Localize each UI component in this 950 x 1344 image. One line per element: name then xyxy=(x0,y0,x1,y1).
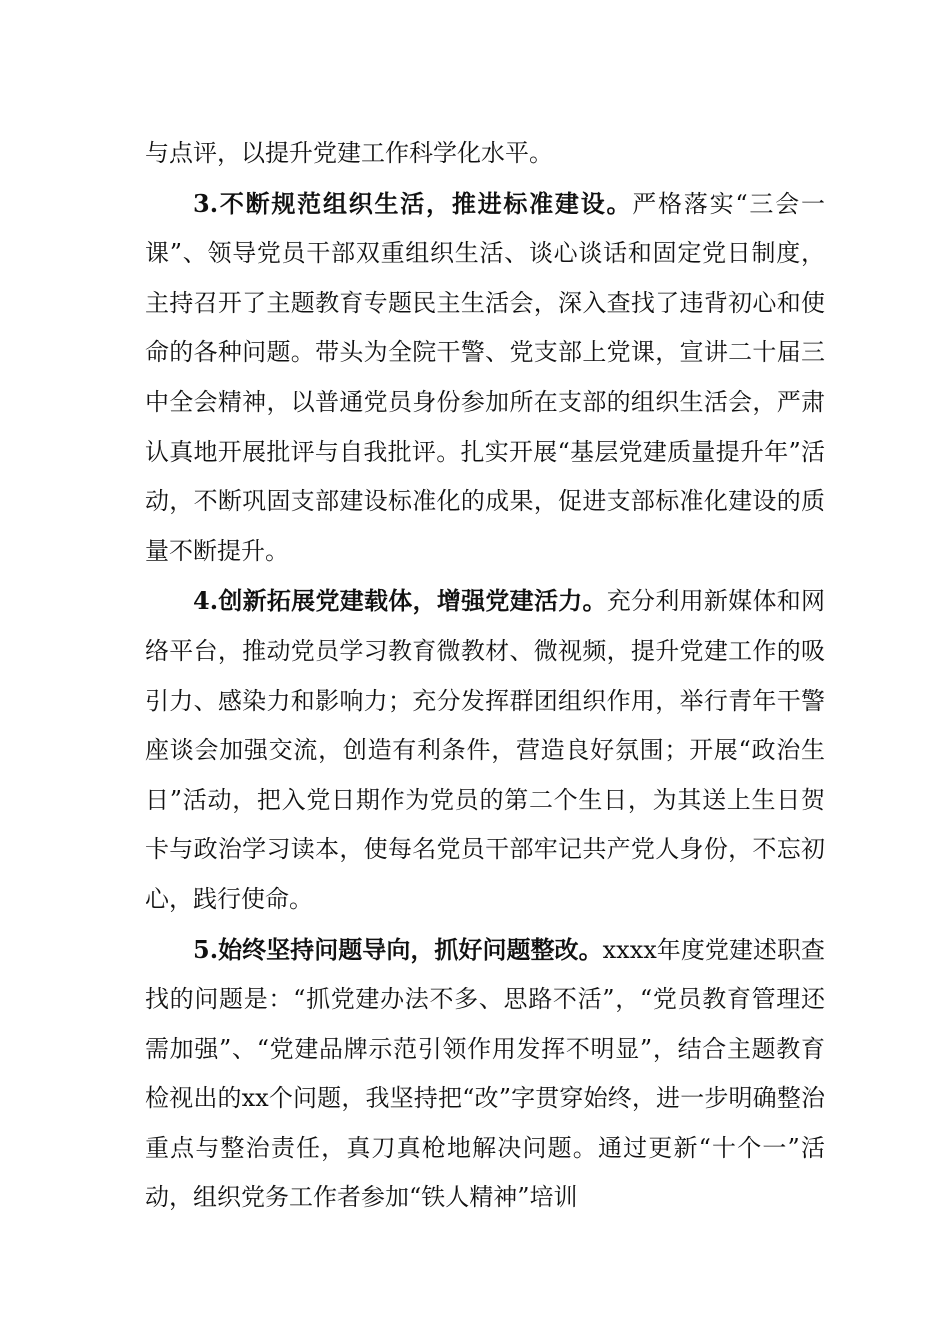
paragraph-heading: 5.始终坚持问题导向，抓好问题整改。 xyxy=(193,934,603,964)
paragraph-continuation xyxy=(145,129,825,179)
paragraph-4 xyxy=(145,576,825,924)
paragraph-heading: 3.不断规范组织生活，推进标准建设。 xyxy=(193,188,633,218)
paragraph-body: xxxx年度党建述职查找的问题是：“抓党建办法不多、思路不活”，“党员教育管理还需加强”、“党建品牌示范引领作用发挥不明显”，结合主题教育检视出的xx个问题，我坚持把“改”字贯穿始终，进一步明确整治重点与整治责任，真刀真枪地解决问题。通过更新“十个一”活动，组织党务工作者参加“铁人精神”培训 xyxy=(145,935,825,1212)
paragraph-body: 严格落实“三会一课”、领导党员干部双重组织生活、谈心谈话和固定党日制度，主持召开了主题教育专题民主生活会，深入查找了违背初心和使命的各种问题。带头为全院干警、党支部上党课，宣讲二十届三中全会精神，以普通党员身份参加所在支部的组织生活会，严肃认真地开展批评与自我批评。扎实开展“基层党建质量提升年”活动，不断巩固支部建设标准化的成果，促进支部标准化建设的质量不断提升。 xyxy=(145,189,825,565)
paragraph-body: 与点评，以提升党建工作科学化水平。 xyxy=(145,139,553,167)
document-page xyxy=(145,129,825,1223)
paragraph-body: 充分利用新媒体和网络平台，推动党员学习教育微教材、微视频，提升党建工作的吸引力、感染力和影响力；充分发挥群团组织作用，举行青年干警座谈会加强交流，创造有利条件，营造良好氛围；开展“政治生日”活动，把入党日期作为党员的第二个生日，为其送上生日贺卡与政治学习读本，使每名党员干部牢记共产党人身份，不忘初心，践行使命。 xyxy=(145,587,826,913)
paragraph-5 xyxy=(145,925,825,1224)
paragraph-heading: 4.创新拓展党建载体，增强党建活力。 xyxy=(193,586,607,616)
paragraph-3 xyxy=(145,179,825,577)
